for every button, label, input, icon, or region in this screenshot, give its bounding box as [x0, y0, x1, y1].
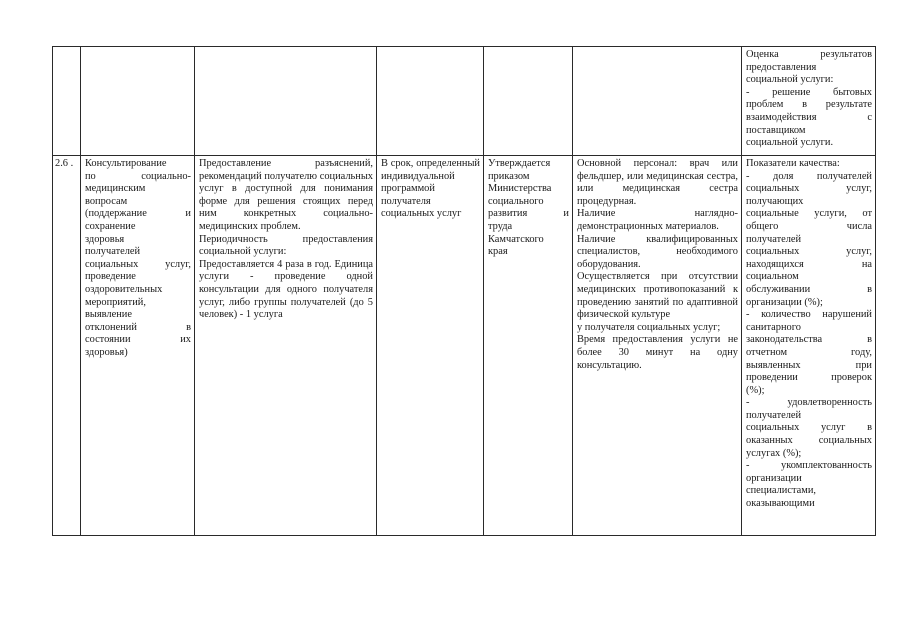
prev-description-cell: [195, 47, 377, 156]
prev-quality-line: предоставления: [746, 61, 817, 73]
services-table: [52, 46, 876, 536]
table-row-2-6: [53, 156, 876, 536]
quality-line: санитарного: [746, 321, 801, 333]
service-name-line: сохранение: [85, 220, 136, 232]
service-term-cell: [377, 156, 484, 536]
quality-line: получателей: [746, 233, 802, 245]
description-paragraph: Предоставление разъяснений, рекомендаций получателю социальных услуг в доступной для понимания форме для решения стоящих перед ним конкретных социально-медицинских проблем.: [199, 158, 373, 232]
prev-quality-line: социальной услуги:: [746, 74, 834, 86]
quality-line: социальных услуг в: [746, 422, 872, 434]
quality-line: социальных услуг,: [746, 246, 872, 258]
service-name-line: вопросам: [85, 195, 128, 207]
conditions-paragraph: Осуществляется при отсутствии медицинских противопоказаний к проведению занятий по адаптивной физической культуре: [577, 271, 738, 321]
service-term: В срок, определенный индивидуальной программой получателя социальных услуг: [381, 158, 480, 220]
quality-line: - укомплектованность: [746, 460, 872, 472]
quality-indicators-cell: [742, 156, 876, 536]
conditions-paragraph: Наличие квалифицированных специалистов, необходимого оборудования.: [577, 233, 738, 270]
conditions-paragraph: Основной персонал: врач или фельдшер, или медицинская сестра, или медицинская сестра процедурная.: [577, 158, 738, 207]
conditions-paragraph: Наличие наглядно-демонстрационных материалов.: [577, 208, 738, 232]
service-name-line: здоровья: [85, 233, 125, 245]
quality-line: услугах (%);: [746, 447, 802, 459]
service-name-line: здоровья): [85, 346, 128, 358]
service-conditions-cell: [573, 156, 742, 536]
quality-line: - количество нарушений: [746, 309, 872, 321]
prev-quality-line: проблем в результате: [746, 99, 872, 111]
service-name-line: оздоровительных: [85, 283, 163, 295]
prev-quality-line: Оценка результатов: [746, 49, 872, 60]
description-paragraph: Предоставляется 4 раза в год. Единица услуги - проведение одной консультации для одного получателя услуг, либо группы получателей (до 5 человек) - 1 услуга: [199, 258, 373, 321]
description-paragraph: Периодичность предоставления социальной услуги:: [199, 233, 373, 258]
service-name-line: по социально-: [85, 170, 191, 182]
service-name-line: (поддержание и: [85, 208, 191, 220]
service-name-line: состоянии их: [85, 334, 191, 346]
conditions-paragraph: Время предоставления услуги не более 30 минут на одну консультацию.: [577, 334, 738, 371]
norm-line: Камчатского: [488, 233, 544, 245]
service-name-line: социальных услуг,: [85, 258, 191, 270]
quality-line: - доля получателей: [746, 170, 872, 182]
prev-term-cell: [377, 47, 484, 156]
service-name-line: получателей: [85, 246, 141, 258]
quality-line: обслуживании в: [746, 283, 872, 295]
quality-line: организации: [746, 472, 802, 484]
row-number-cell: [53, 156, 81, 536]
prev-quality-cell: [742, 47, 876, 156]
quality-line: социальные услуги, от: [746, 208, 872, 220]
quality-line: специалистами,: [746, 485, 816, 497]
quality-line: - удовлетворенность: [746, 397, 872, 409]
service-description-cell: [195, 156, 377, 536]
service-name-line: проведение: [85, 271, 136, 283]
quality-line: отчетном году,: [746, 346, 872, 358]
quality-line: получателей: [746, 409, 802, 421]
service-norm-cell: [484, 156, 573, 536]
quality-line: организации (%);: [746, 296, 823, 308]
quality-line: проведении проверок: [746, 372, 872, 384]
quality-line: оказанных социальных: [746, 435, 872, 447]
service-name-line: медицинским: [85, 183, 146, 195]
norm-line: края: [488, 246, 508, 258]
row-number: 2.6 .: [55, 158, 74, 169]
prev-quality-line: - решение бытовых: [746, 86, 872, 98]
quality-line: общего числа: [746, 220, 872, 232]
quality-line: получающих: [746, 195, 804, 207]
service-name-line: отклонений в: [85, 321, 191, 333]
norm-line: Утверждается: [488, 158, 551, 169]
quality-line: Показатели качества:: [746, 158, 840, 169]
prev-conditions-cell: [573, 47, 742, 156]
prev-name-cell: [81, 47, 195, 156]
norm-line: труда: [488, 220, 513, 232]
quality-line: находящихся на: [746, 258, 872, 270]
quality-line: социальном: [746, 271, 799, 283]
norm-line: социального: [488, 195, 544, 207]
table-row-prev: [53, 47, 876, 156]
prev-number-cell: [53, 47, 81, 156]
quality-line: социальных услуг,: [746, 183, 872, 195]
quality-line: законодательства в: [746, 334, 872, 346]
service-name-cell: [81, 156, 195, 536]
prev-norm-cell: [484, 47, 573, 156]
prev-quality-line: взаимодействия с: [746, 111, 872, 123]
service-name-line: Консультирование: [85, 158, 167, 169]
service-name-line: выявление: [85, 309, 132, 321]
quality-line: оказывающими: [746, 498, 815, 510]
prev-quality-line: поставщиком: [746, 124, 806, 136]
norm-line: Министерства: [488, 183, 552, 195]
service-name-line: мероприятий,: [85, 296, 146, 308]
quality-line: выявленных при: [746, 359, 872, 371]
conditions-paragraph: у получателя социальных услуг;: [577, 321, 721, 333]
norm-line: приказом: [488, 170, 530, 182]
quality-line: (%);: [746, 384, 765, 396]
prev-quality-line: социальной услуги.: [746, 137, 834, 149]
norm-line: развития и: [488, 208, 569, 220]
